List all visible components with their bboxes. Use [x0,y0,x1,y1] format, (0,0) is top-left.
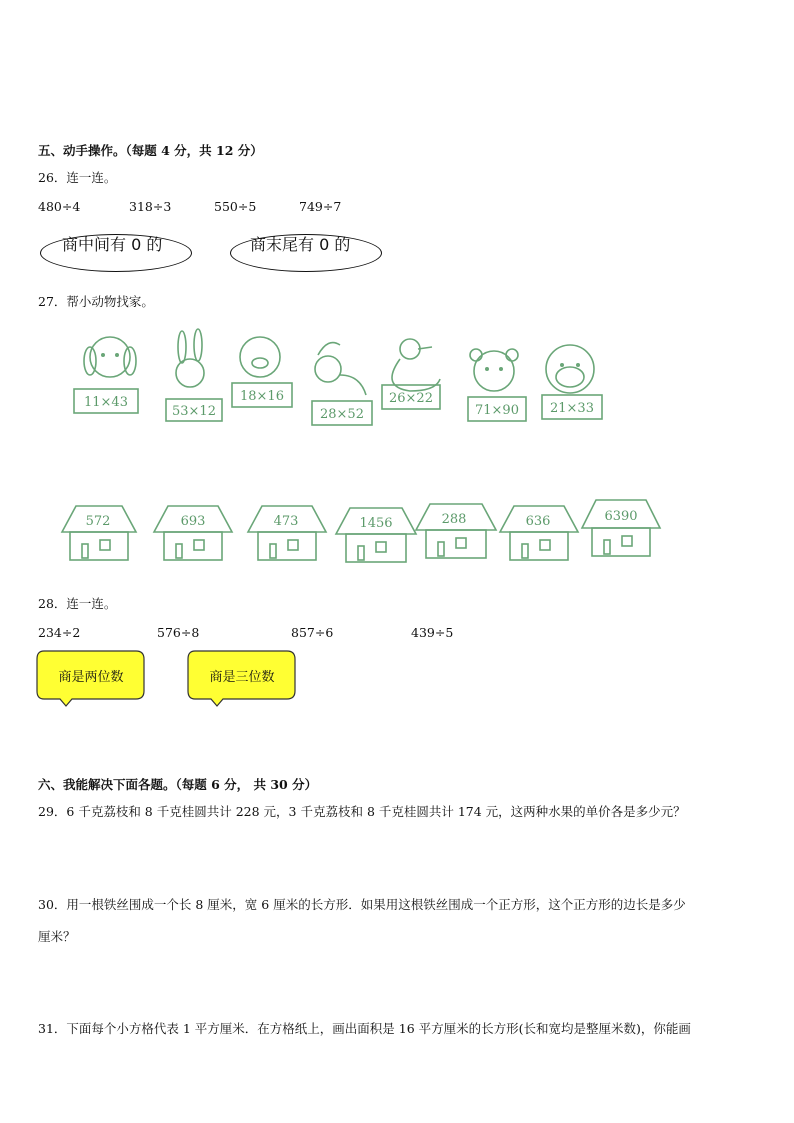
pig-card-expr: 18×16 [240,389,284,404]
bear-icon [468,349,526,421]
dog-card-expr: 11×43 [84,395,128,410]
house-icon[interactable] [248,506,326,560]
q27-label: 27．帮小动物找家。 [38,294,154,309]
q26-oval-end-zero-label: 商末尾有 0 的 [250,235,351,254]
q28-expr-3: 857÷6 [291,625,334,640]
bubble-two-digit-label: 商是两位数 [58,670,124,685]
house-icon[interactable] [582,500,660,556]
goat-card-expr: 28×52 [320,407,364,422]
rabbit-card-expr: 53×12 [172,404,216,419]
house-number: 1456 [359,516,393,531]
q27-houses [58,498,668,566]
house-icon[interactable] [500,506,578,560]
q27-animals [60,325,640,435]
house-icon[interactable] [154,506,232,560]
house-icon[interactable] [336,508,416,562]
monkey-icon [542,345,602,419]
q26-oval-middle-zero-label: 商中间有 0 的 [62,235,163,254]
house-number: 288 [441,512,467,527]
bubble-three-digit-label: 商是三位数 [209,670,275,685]
house-number: 693 [180,514,206,529]
house-number: 572 [85,514,111,529]
q26-expr-4: 749÷7 [299,199,342,214]
q28-expr-4: 439÷5 [411,625,454,640]
q26-expr-3: 550÷5 [214,199,257,214]
pig-icon [232,337,292,407]
q28-expr-2: 576÷8 [157,625,200,640]
house-number: 636 [525,514,551,529]
monkey-card-expr: 21×33 [550,401,594,416]
q28-expr-1: 234÷2 [38,625,81,640]
goat-icon [312,343,372,425]
section-6-title: 六、我能解决下面各题。（每题 6 分， 共 30 分） [38,777,318,792]
section-5-title: 五、动手操作。（每题 4 分，共 12 分） [38,143,263,158]
q26-expr-1: 480÷4 [38,199,81,214]
duck-card-expr: 26×22 [389,391,433,406]
dog-icon [74,337,138,413]
q30-text-line1: 30．用一根铁丝围成一个长 8 厘米，宽 6 厘米的长方形．如果用这根铁丝围成一个正方形，这个正方形的边长是多少 [38,897,686,912]
q31-text: 31．下面每个小方格代表 1 平方厘米．在方格纸上，画出面积是 16 平方厘米的长方形(长和宽均是整厘米数)，你能画 [38,1021,691,1036]
house-icon[interactable] [62,506,136,560]
q29-text: 29．6 千克荔枝和 8 千克桂圆共计 228 元，3 千克荔枝和 8 千克桂圆共计 174 元，这两种水果的单价各是多少元？ [38,804,686,819]
rabbit-icon [166,329,222,421]
house-number: 473 [273,514,299,529]
house-number: 6390 [604,509,638,524]
house-icon[interactable] [416,504,496,558]
q26-expr-2: 318÷3 [129,199,172,214]
q30-text-line2: 厘米？ [38,929,76,944]
bear-card-expr: 71×90 [475,403,519,418]
q28-label: 28．连一连。 [38,596,117,611]
duck-icon [382,339,440,409]
q26-label: 26．连一连。 [38,170,117,185]
